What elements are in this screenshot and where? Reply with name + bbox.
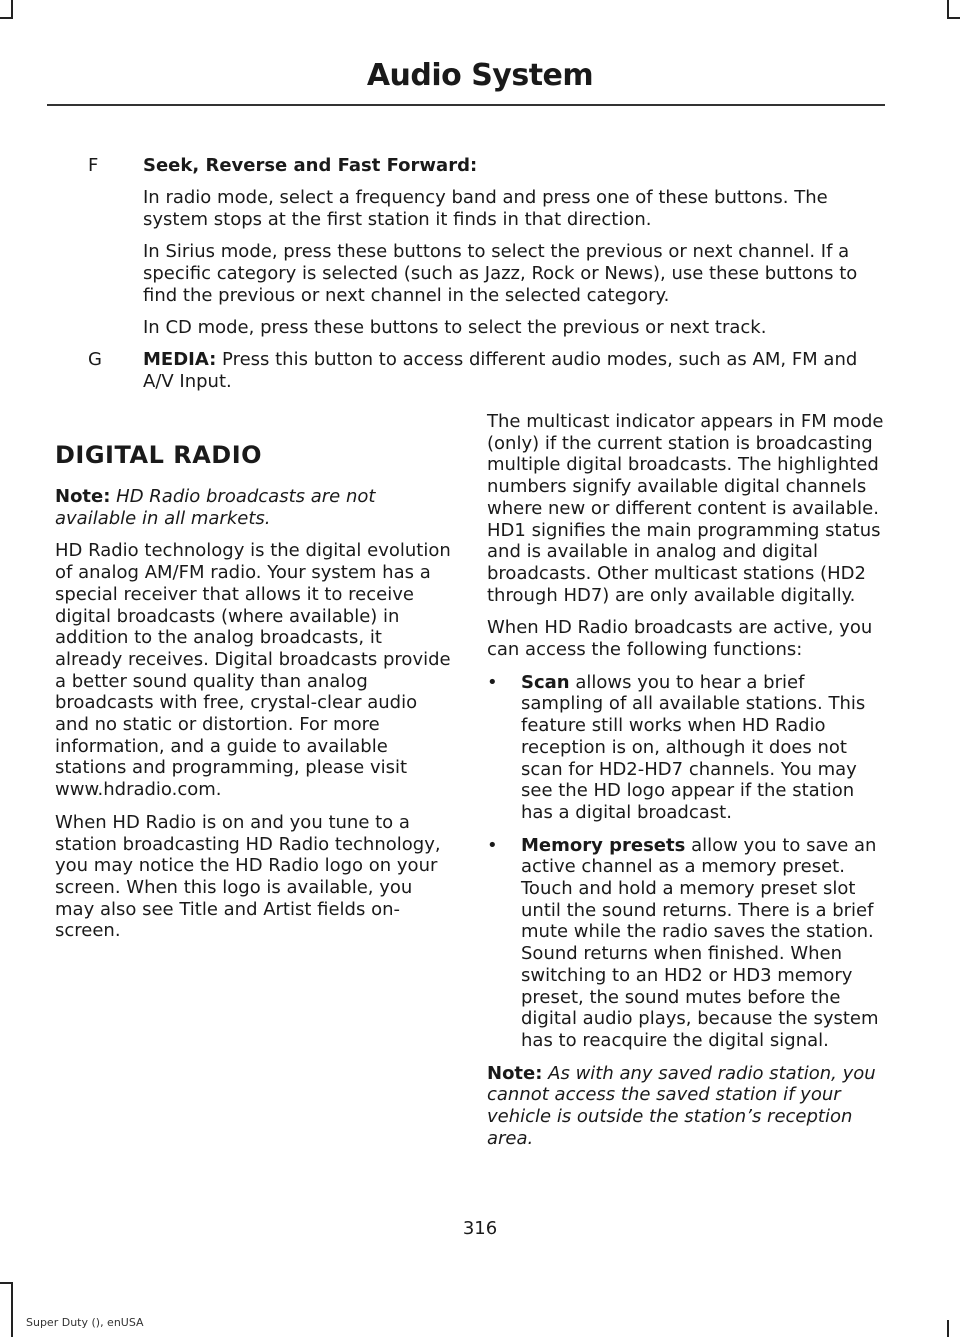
- bullet-term: Scan: [521, 671, 570, 693]
- body-paragraph: The multicast indicator appears in FM mode (only) if the current station is broadcasting multiple digital broadcasts. The highlighted numbers signify available digital channels where new or different content is available. HD1 signifies the main programming status and is available in analog and digital broadcasts. Other multicast stations (HD2 through HD7) are only available digitally.: [487, 411, 884, 606]
- crop-mark: [0, 17, 13, 19]
- body-paragraph: When HD Radio broadcasts are active, you can access the following functions:: [487, 617, 873, 661]
- crop-mark: [11, 1282, 13, 1337]
- note-label: Note:: [55, 486, 111, 507]
- note: [55, 486, 451, 529]
- definition-key: F: [88, 155, 99, 176]
- crop-mark: [947, 0, 949, 18]
- page-title: Audio System: [366, 58, 594, 93]
- bullet-term: Memory presets: [521, 834, 686, 856]
- note-text: HD Radio broadcasts are not available in all markets.: [55, 486, 376, 529]
- crop-mark: [947, 17, 960, 19]
- definition-item: [0, 155, 960, 339]
- definition-term: Seek, Reverse and Fast Forward:: [143, 155, 478, 176]
- crop-mark: [947, 1320, 949, 1337]
- definition-list: [0, 155, 960, 403]
- bullet-icon: •: [487, 671, 498, 693]
- footer-doc-info: Super Duty (), enUSA: [26, 1316, 144, 1329]
- bullet-text: allow you to save an active channel as a memory preset. Touch and hold a memory preset slot until the sound returns. There is a brief mute while the radio saves the station. Sound returns when finished. When switching to an HD2 or HD3 memory preset, the sound mutes before the digital audio plays, because the system has to reacquire the digital signal.: [521, 834, 879, 1051]
- crop-mark: [0, 1282, 13, 1284]
- definition-paragraph: In Sirius mode, press these buttons to select the previous or next channel. If a specific category is selected (such as Jazz, Rock or News), use these buttons to find the previous or next channel in the selected category.: [143, 241, 858, 306]
- body-paragraph: HD Radio technology is the digital evolution of analog AM/FM radio. Your system has a special receiver that allows it to receive digital broadcasts (where available) in addition to the analog broadcasts, it already receives. Digital broadcasts provide a better sound quality than analog broadcasts with free, crystal-clear audio and no static or distortion. For more information, and a guide to available stations and programming, please visit www.hdradio.com.: [55, 540, 451, 801]
- bullet-icon: •: [487, 834, 498, 856]
- definition-paragraph: In CD mode, press these buttons to select the previous or next track.: [143, 317, 767, 338]
- right-column: [487, 411, 885, 1161]
- definition-body: [143, 155, 883, 339]
- definition-paragraph: In radio mode, select a frequency band and press one of these buttons. The system stops at the first station it finds in that direction.: [143, 187, 828, 230]
- definition-item: [0, 349, 960, 393]
- function-list: [487, 672, 885, 1052]
- crop-mark: [11, 0, 13, 18]
- definition-text: Press this button to access different audio modes, such as AM, FM and A/V Input.: [143, 349, 858, 392]
- section-heading: DIGITAL RADIO: [55, 441, 263, 469]
- note-text: As with any saved radio station, you cannot access the saved station if your vehicle is outside the station’s reception area.: [487, 1062, 876, 1149]
- header-divider: [47, 104, 885, 106]
- page-number: 316: [462, 1218, 498, 1239]
- definition-lead: [143, 349, 883, 393]
- list-item: [487, 672, 885, 824]
- note: [487, 1063, 885, 1150]
- definition-lead: [143, 155, 883, 177]
- note-label: Note:: [487, 1062, 543, 1084]
- list-item: [487, 835, 885, 1052]
- definition-key: G: [88, 349, 102, 370]
- bullet-text: allows you to hear a brief sampling of all available stations. This feature still works when HD Radio reception is on, although it does not scan for HD2-HD7 channels. You may see the HD logo appear if the station has a digital broadcast.: [521, 671, 866, 823]
- definition-term: MEDIA:: [143, 349, 217, 370]
- body-paragraph: When HD Radio is on and you tune to a station broadcasting HD Radio technology, you may notice the HD Radio logo on your screen. When this logo is available, you may also see Title and Artist fields on-screen.: [55, 811, 441, 942]
- left-column: [55, 440, 451, 953]
- definition-body: [143, 349, 883, 393]
